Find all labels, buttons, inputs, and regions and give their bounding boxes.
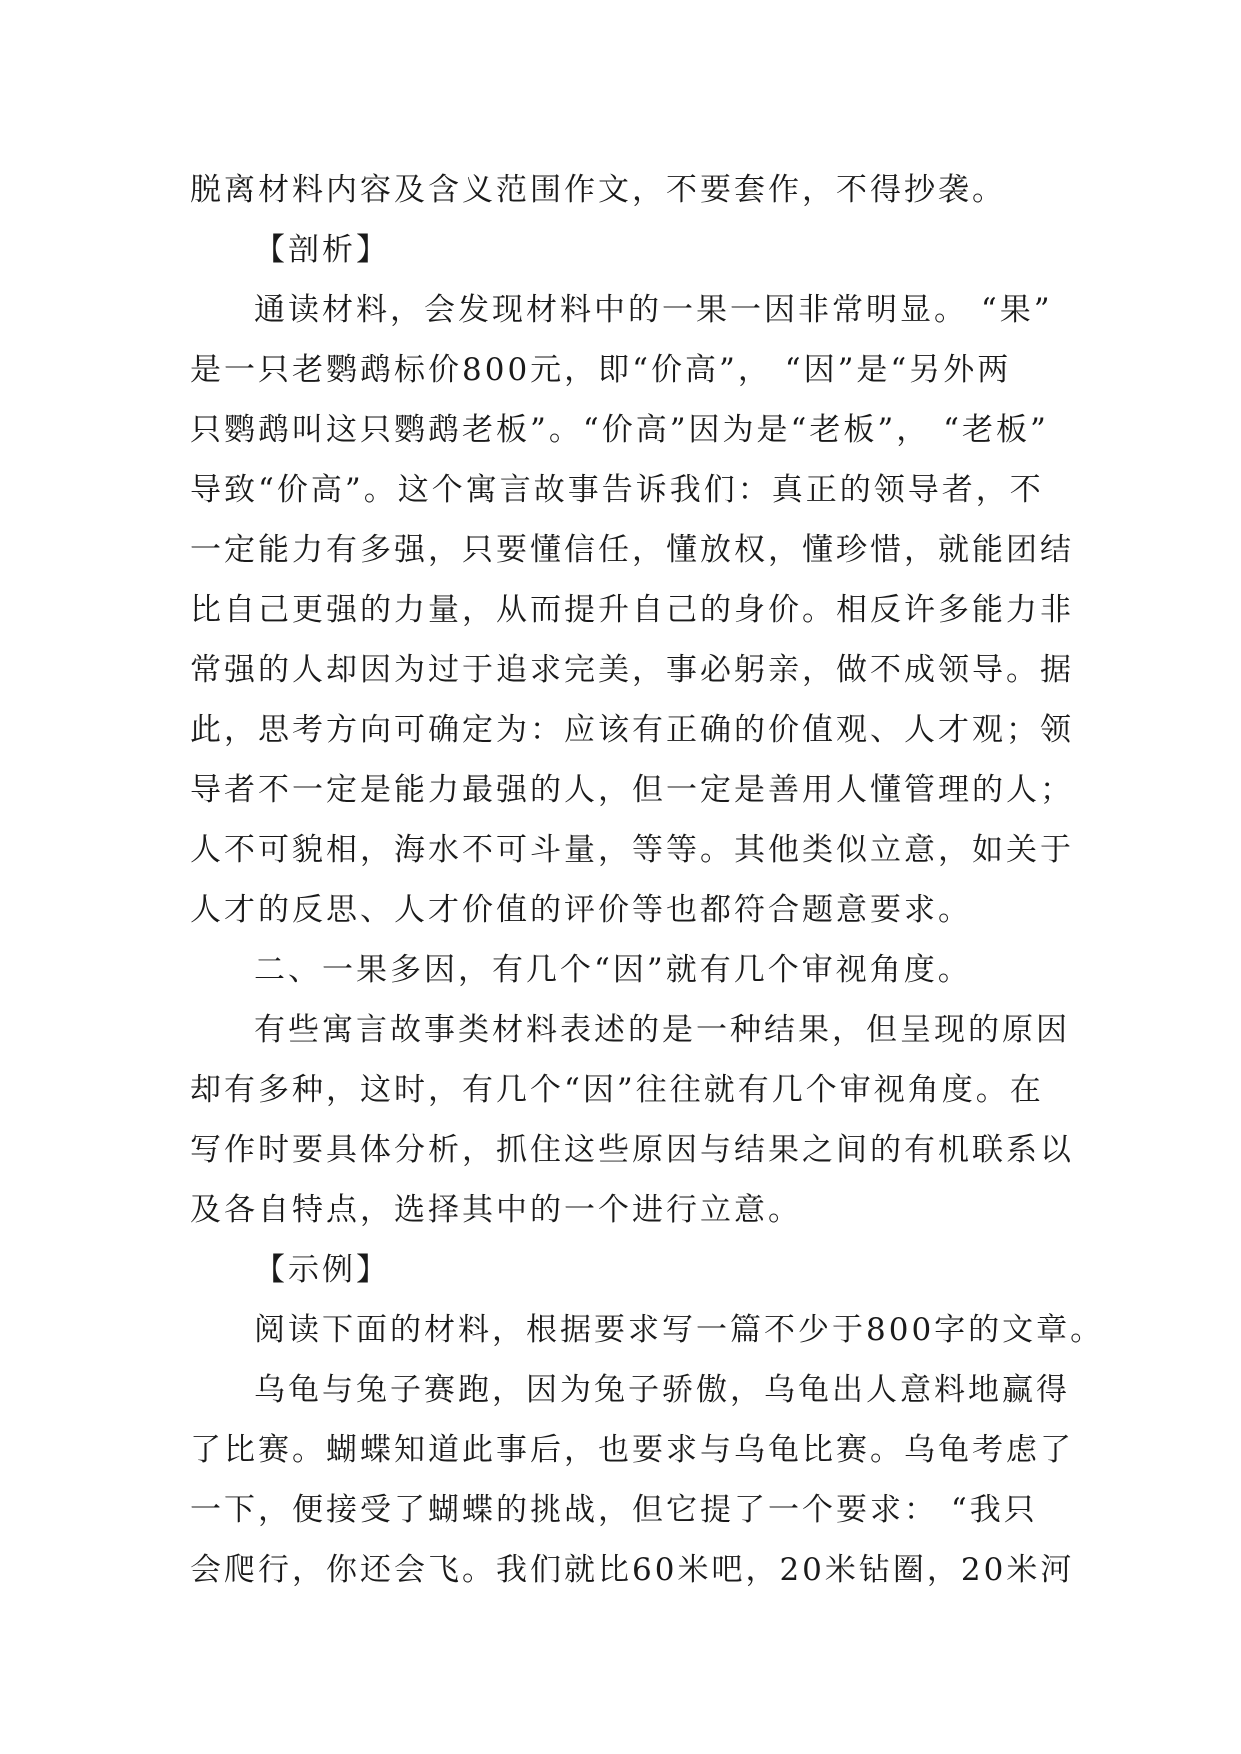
text-line: 导者不一定是能力最强的人，但一定是善用人懂管理的人； (190, 772, 1074, 808)
text-line: 是一只老鹦鹉标价800元，即“价高”， “因”是“另外两 (190, 352, 1012, 388)
text-line: 一定能力有多强，只要懂信任，懂放权，懂珍惜，就能团结 (190, 532, 1074, 568)
text-line: 人才的反思、人才价值的评价等也都符合题意要求。 (190, 892, 972, 928)
text-line: 脱离材料内容及含义范围作文，不要套作，不得抄袭。 (190, 172, 1006, 208)
text-line: 阅读下面的材料，根据要求写一篇不少于800字的文章。 (254, 1312, 1105, 1348)
text-line: 只鹦鹉叫这只鹦鹉老板”。“价高”因为是“老板”， “老板” (190, 412, 1049, 448)
text-line: 此，思考方向可确定为：应该有正确的价值观、人才观；领 (190, 712, 1074, 748)
text-line: 乌龟与兔子赛跑，因为兔子骄傲，乌龟出人意料地赢得 (254, 1372, 1070, 1408)
section-heading-example: 【示例】 (254, 1252, 390, 1288)
text-line: 导致“价高”。这个寓言故事告诉我们：真正的领导者，不 (190, 472, 1044, 508)
text-line: 常强的人却因为过于追求完美，事必躬亲，做不成领导。据 (190, 652, 1074, 688)
text-line: 一下，便接受了蝴蝶的挑战，但它提了一个要求： “我只 (190, 1492, 1038, 1528)
section-heading-analysis: 【剖析】 (254, 232, 390, 268)
document-body (190, 160, 1105, 1600)
text-line: 比自己更强的力量，从而提升自己的身价。相反许多能力非 (190, 592, 1074, 628)
text-line: 会爬行，你还会飞。我们就比60米吧，20米钻圈，20米河 (190, 1552, 1075, 1588)
text-line: 有些寓言故事类材料表述的是一种结果，但呈现的原因 (254, 1012, 1070, 1048)
text-line: 了比赛。蝴蝶知道此事后，也要求与乌龟比赛。乌龟考虑了 (190, 1432, 1074, 1468)
text-line: 人不可貌相，海水不可斗量，等等。其他类似立意，如关于 (190, 832, 1074, 868)
text-line: 及各自特点，选择其中的一个进行立意。 (190, 1192, 802, 1228)
text-line: 通读材料，会发现材料中的一果一因非常明显。 “果” (254, 292, 1053, 328)
text-line: 写作时要具体分析，抓住这些原因与结果之间的有机联系以 (190, 1132, 1074, 1168)
text-line: 却有多种，这时，有几个“因”往往就有几个审视角度。在 (190, 1072, 1044, 1108)
section-heading-multiple-causes: 二、一果多因，有几个“因”就有几个审视角度。 (254, 952, 972, 988)
